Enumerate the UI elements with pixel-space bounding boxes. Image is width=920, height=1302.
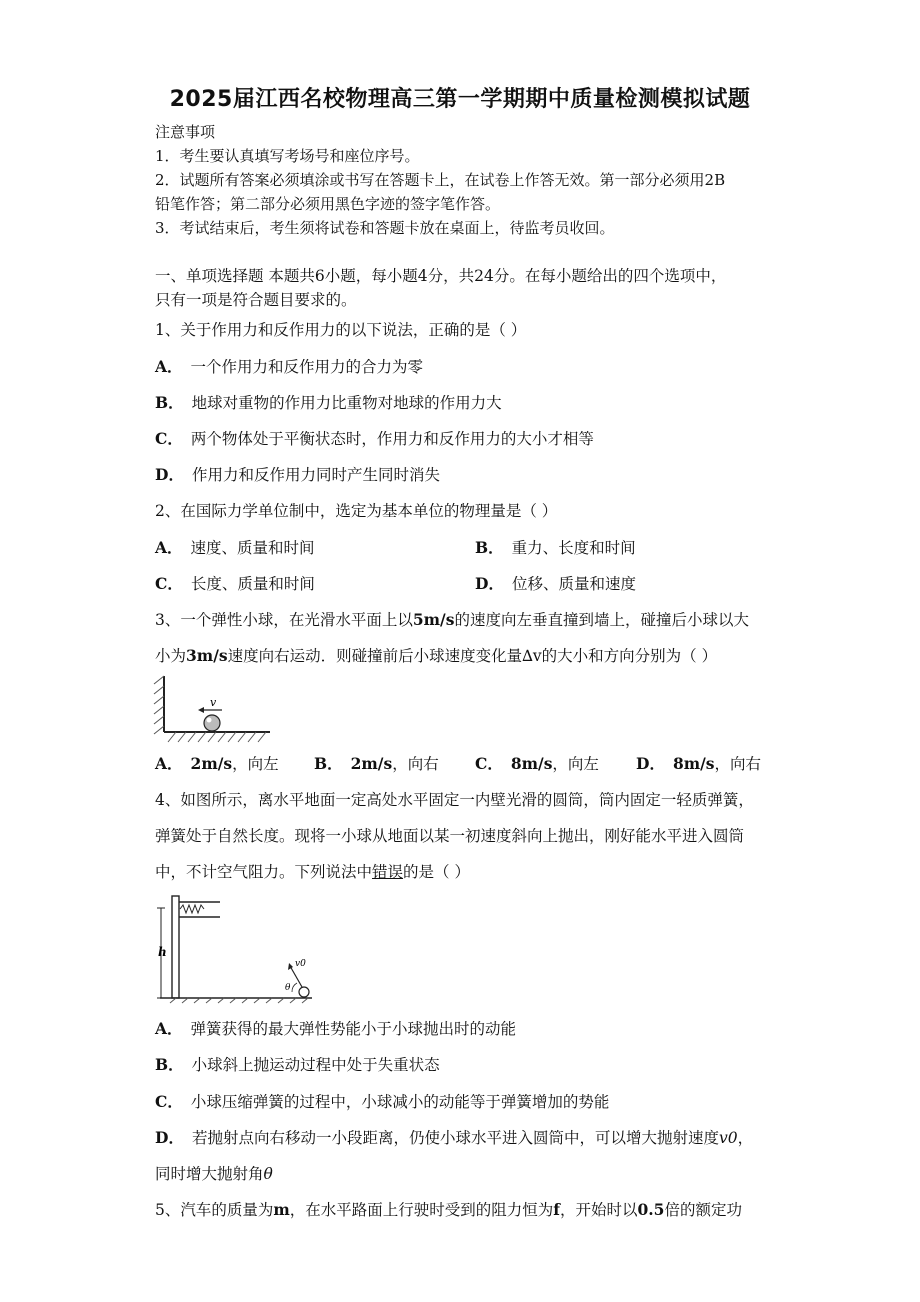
velocity-label: v	[210, 696, 217, 709]
q4-option-d-text-2: 同时增大抛射角	[155, 1165, 264, 1183]
q5-stem-text-a: 5、汽车的质量为	[155, 1201, 274, 1219]
q4-option-a-label: A．	[155, 1019, 183, 1038]
q2-option-a-label: A．	[155, 538, 183, 557]
section-heading-cont: 只有一项是符合题目要求的。	[155, 291, 357, 309]
q4-option-d-comma: ，	[737, 1129, 754, 1147]
q2-option-b-label: B．	[475, 538, 504, 557]
q2-stem: 2、在国际力学单位制中，选定为基本单位的物理量是（ ）	[155, 502, 558, 520]
q5-mass: m	[273, 1200, 290, 1219]
q3-option-d-value: 8m/s	[672, 754, 715, 773]
q1-option-b-text: 地球对重物的作用力比重物对地球的作用力大	[191, 394, 502, 412]
q3-stem-line1	[155, 610, 749, 630]
q1-option-a	[155, 357, 423, 377]
q2-option-d	[475, 574, 636, 594]
q4-option-b-label: B．	[155, 1055, 184, 1074]
ball	[299, 987, 309, 997]
q1-option-d-text: 作用力和反作用力同时产生同时消失	[191, 466, 440, 484]
notice-item-2: 2．试题所有答案必须填涂或书写在答题卡上，在试卷上作答无效。第一部分必须用2B	[155, 171, 726, 189]
q3-stem-text-a: 3、一个弹性小球，在光滑水平面上以	[155, 611, 413, 629]
q1-option-c-label: C．	[155, 429, 183, 448]
q1-option-d-label: D．	[155, 465, 184, 484]
q4-stem-text-a: 中，不计空气阻力。下列说法中	[155, 863, 373, 881]
q3-stem-line2	[155, 646, 717, 666]
q3-stem-text-c: 小为	[155, 647, 187, 665]
notice-heading: 注意事项	[155, 123, 216, 141]
q4-option-b-text: 小球斜上抛运动过程中处于失重状态	[191, 1056, 440, 1074]
q1-stem: 1、关于作用力和反作用力的以下说法，正确的是（ ）	[155, 321, 527, 339]
q2-option-a-text: 速度、质量和时间	[190, 539, 315, 557]
q5-stem	[155, 1200, 742, 1220]
height-label: h	[158, 945, 167, 959]
q2-option-d-label: D．	[475, 574, 504, 593]
q3-option-d-label: D．	[636, 754, 665, 773]
q4-option-d-label: D．	[155, 1128, 184, 1147]
q4-stem-line1: 4、如图所示，离水平地面一定高处水平固定一内壁光滑的圆筒，筒内固定一轻质弹簧，	[155, 791, 754, 809]
q2-option-b	[475, 538, 636, 558]
ground-hatching	[168, 732, 266, 742]
q3-option-b-dir: ，向右	[392, 755, 439, 773]
q3-option-a-label: A．	[155, 754, 183, 773]
q3-initial-speed: 5m/s	[412, 610, 455, 629]
q2-option-c-label: C．	[155, 574, 183, 593]
q1-option-a-text: 一个作用力和反作用力的合力为零	[190, 358, 424, 376]
q3-stem-text-d: 速度向右运动．则碰撞前后小球速度变化量∆v的大小和方向分别为（ ）	[227, 647, 718, 665]
notice-item-2-cont: 铅笔作答；第二部分必须用黑色字迹的签字笔作答。	[155, 195, 501, 213]
q3-option-a-dir: ，向左	[232, 755, 279, 773]
q5-ratio: 0.5	[637, 1200, 665, 1219]
q3-option-b-label: B．	[314, 754, 343, 773]
q3-option-a-value: 2m/s	[190, 754, 233, 773]
q4-option-d-text: 若抛射点向右移动一小段距离，仍使小球水平进入圆筒中，可以增大抛射速度	[191, 1129, 719, 1147]
notice-item-3: 3．考试结束后，考生须将试卷和答题卡放在桌面上，待监考员收回。	[155, 219, 615, 237]
v0-label: v0	[295, 959, 306, 969]
q4-figure-tube-spring	[152, 890, 320, 1006]
notice-item-1: 1．考生要认真填写考场号和座位序号。	[155, 147, 420, 165]
ball	[204, 715, 220, 731]
q3-option-d-dir: ，向右	[714, 755, 762, 773]
q3-final-speed: 3m/s	[186, 646, 228, 665]
q3-option-b	[314, 754, 439, 774]
q3-stem-text-b: 的速度向左垂直撞到墙上，碰撞后小球以大	[454, 611, 749, 629]
q1-option-b	[155, 393, 502, 413]
support-pole	[172, 896, 179, 998]
q4-stem-text-b: 的是（ ）	[403, 863, 470, 881]
q1-option-c-text: 两个物体处于平衡状态时，作用力和反作用力的大小才相等	[190, 430, 594, 448]
q1-option-a-label: A．	[155, 357, 183, 376]
q4-option-b	[155, 1055, 440, 1075]
q2-option-c-text: 长度、质量和时间	[190, 575, 315, 593]
ball-highlight	[207, 718, 212, 723]
q1-option-d	[155, 465, 440, 485]
q4-option-a	[155, 1019, 516, 1039]
section-heading: 一、单项选择题 本题共6小题，每小题4分，共24分。在每小题给出的四个选项中，	[155, 267, 727, 285]
q3-option-d	[636, 754, 761, 774]
q5-resistance: f	[553, 1200, 560, 1219]
velocity-arrowhead	[198, 707, 204, 713]
q4-option-d	[155, 1128, 753, 1148]
q4-option-c-label: C．	[155, 1092, 183, 1111]
q2-option-b-text: 重力、长度和时间	[511, 539, 636, 557]
q4-option-c	[155, 1092, 609, 1112]
q3-option-c-dir: ，向左	[552, 755, 599, 773]
q4-stem-line3	[155, 862, 470, 882]
q4-option-d-cont	[155, 1164, 273, 1184]
q2-option-d-text: 位移、质量和速度	[511, 575, 636, 593]
q3-option-c-value: 8m/s	[510, 754, 553, 773]
q3-option-c	[475, 754, 599, 774]
wall-hatching	[154, 676, 164, 734]
q1-option-b-label: B．	[155, 393, 184, 412]
q3-option-b-value: 2m/s	[350, 754, 393, 773]
spring	[180, 905, 204, 913]
theta-label: θ	[285, 983, 291, 993]
q2-option-c	[155, 574, 315, 594]
q3-figure-wall-ball	[152, 672, 272, 746]
q4-stem-line2: 弹簧处于自然长度。现将一小球从地面以某一初速度斜向上抛出，刚好能水平进入圆筒	[155, 827, 745, 845]
angle-arc	[292, 983, 297, 992]
q4-emphasis-wrong: 错误	[372, 863, 404, 881]
q5-stem-text-b: ，在水平路面上行驶时受到的阻力恒为	[289, 1201, 554, 1219]
q1-option-c	[155, 429, 594, 449]
page-title: 2025届江西名校物理高三第一学期期中质量检测模拟试题	[169, 87, 751, 112]
q3-option-a	[155, 754, 279, 774]
q4-option-c-text: 小球压缩弹簧的过程中，小球减小的动能等于弹簧增加的势能	[190, 1093, 610, 1111]
q5-stem-text-c: ，开始时以	[559, 1201, 638, 1219]
q4-option-a-text: 弹簧获得的最大弹性势能小于小球抛出时的动能	[190, 1020, 517, 1038]
q5-stem-text-d: 倍的额定功	[664, 1201, 742, 1219]
q4-option-d-theta: θ	[263, 1165, 273, 1183]
q4-option-d-v0: v0	[718, 1129, 738, 1147]
q3-option-c-label: C．	[475, 754, 503, 773]
q2-option-a	[155, 538, 315, 558]
